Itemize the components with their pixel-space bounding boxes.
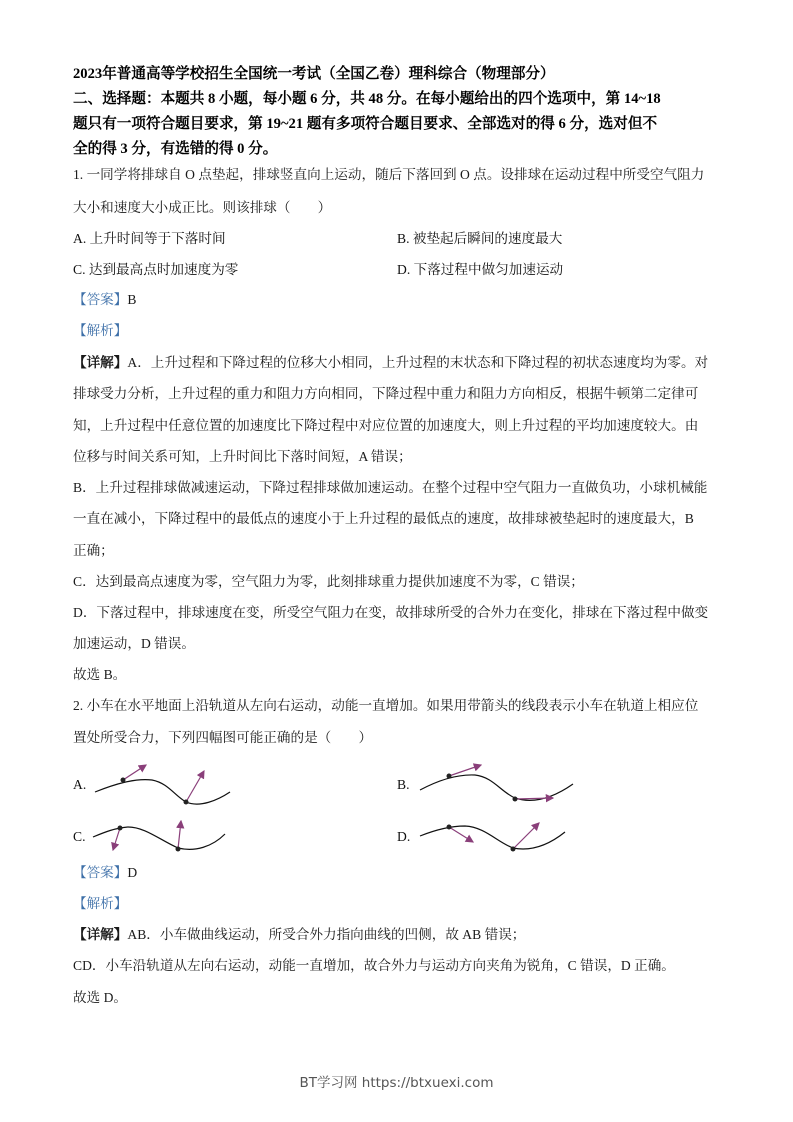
answer-value: B — [127, 292, 137, 307]
question-2-stem: 置处所受合力，下列四幅图可能正确的是（ ） — [73, 730, 373, 745]
question-1-option-d — [397, 261, 563, 279]
detail-tag: 【详解】 — [73, 355, 128, 370]
explanation-line: B．上升过程排球做减速运动，下降过程排球做加速运动。在整个过程中空气阻力一直做负功，小球机械能 — [73, 480, 708, 495]
question-1-analysis-tag: 【解析】 — [73, 323, 128, 338]
answer-tag: 【答案】 — [73, 865, 128, 880]
question-1-option-b — [397, 230, 562, 248]
option-label: C. — [73, 262, 86, 277]
question-1-stem: 1. 一同学将排球自 O 点垫起，排球竖直向上运动，随后下落回到 O 点。设排球在运动过程中所受空气阻力 — [73, 167, 705, 182]
explanation-line: 知，上升过程中任意位置的加速度比下降过程中对应位置的加速度大，则上升过程的平均加速度较大。由 — [73, 418, 699, 433]
explanation-line: 一直在减小，下降过程中的最低点的速度小于上升过程的最低点的速度，故排球被垫起时的速度最大，B — [73, 511, 694, 526]
figure-option-b-label: B. — [397, 777, 410, 792]
explanation-line: 故选 B。 — [73, 667, 127, 682]
option-label: D. — [397, 262, 411, 277]
option-label: A. — [73, 231, 87, 246]
explanation-line: 故选 D。 — [73, 990, 127, 1005]
section-header-line: 全的得 3 分，有选错的得 0 分。 — [73, 141, 278, 157]
option-label: B. — [397, 231, 410, 246]
question-2-answer — [73, 864, 137, 882]
explanation-line: C．达到最高点速度为零，空气阻力为零，此刻排球重力提供加速度不为零，C 错误； — [73, 574, 584, 589]
figure-option-d-diagram — [415, 812, 580, 862]
figure-option-c-diagram — [90, 812, 240, 862]
question-1-answer — [73, 291, 136, 309]
explanation-line: AB．小车做曲线运动，所受合外力指向曲线的凹侧，故 AB 错误； — [127, 927, 526, 942]
detail-tag: 【详解】 — [73, 927, 128, 942]
figure-option-d-label: D. — [397, 829, 411, 844]
explanation-line: A．上升过程和下降过程的位移大小相同，上升过程的末状态和下降过程的初状态速度均为零。对 — [127, 355, 709, 370]
explanation-line: 位移与时间关系可知，上升时间比下落时间短，A 错误； — [73, 449, 412, 464]
figure-option-c-label: C. — [73, 829, 86, 844]
explanation-line: 加速运动，D 错误。 — [73, 636, 195, 651]
section-header-line: 题只有一项符合题目要求，第 19~21 题有多项符合题目要求、全部选对的得 6 分，选对但不 — [73, 116, 658, 132]
question-2-stem: 2. 小车在水平地面上沿轨道从左向右运动，动能一直增加。如果用带箭头的线段表示小车在轨道上相应位 — [73, 698, 699, 713]
question-1-option-c — [73, 261, 238, 279]
question-2-analysis-tag: 【解析】 — [73, 896, 128, 911]
option-text: 上升时间等于下落时间 — [89, 231, 226, 246]
figure-option-a-diagram — [90, 758, 240, 808]
figure-option-a-label: A. — [73, 777, 87, 792]
option-text: 下落过程中做匀加速运动 — [413, 262, 564, 277]
explanation-line: CD．小车沿轨道从左向右运动，动能一直增加，故合外力与运动方向夹角为锐角，C 错误，D 正确。 — [73, 958, 675, 973]
explanation-line: 正确； — [73, 543, 114, 558]
question-1-explanation — [73, 354, 708, 372]
footer-watermark: BT学习网 https://btxuexi.com — [299, 1075, 494, 1091]
question-1-option-a — [73, 230, 226, 248]
answer-tag: 【答案】 — [73, 292, 128, 307]
question-1-stem: 大小和速度大小成正比。则该排球（ ） — [73, 200, 332, 215]
document-title: 2023年普通高等学校招生全国统一考试（全国乙卷）理科综合（物理部分） — [73, 66, 555, 82]
answer-value: D — [127, 865, 138, 880]
option-text: 达到最高点时加速度为零 — [88, 262, 239, 277]
explanation-line: 排球受力分析，上升过程的重力和阻力方向相同，下降过程中重力和阻力方向相反，根据牛顿第二定律可 — [73, 386, 699, 401]
section-header-line: 二、选择题：本题共 8 小题，每小题 6 分，共 48 分。在每小题给出的四个选项中，第 14~18 — [73, 91, 661, 107]
question-2-explanation — [73, 926, 525, 944]
figure-option-b-diagram — [415, 758, 580, 808]
option-text: 被垫起后瞬间的速度最大 — [412, 231, 563, 246]
explanation-line: D．下落过程中，排球速度在变，所受空气阻力在变，故排球所受的合外力在变化，排球在下落过程中做变 — [73, 605, 709, 620]
